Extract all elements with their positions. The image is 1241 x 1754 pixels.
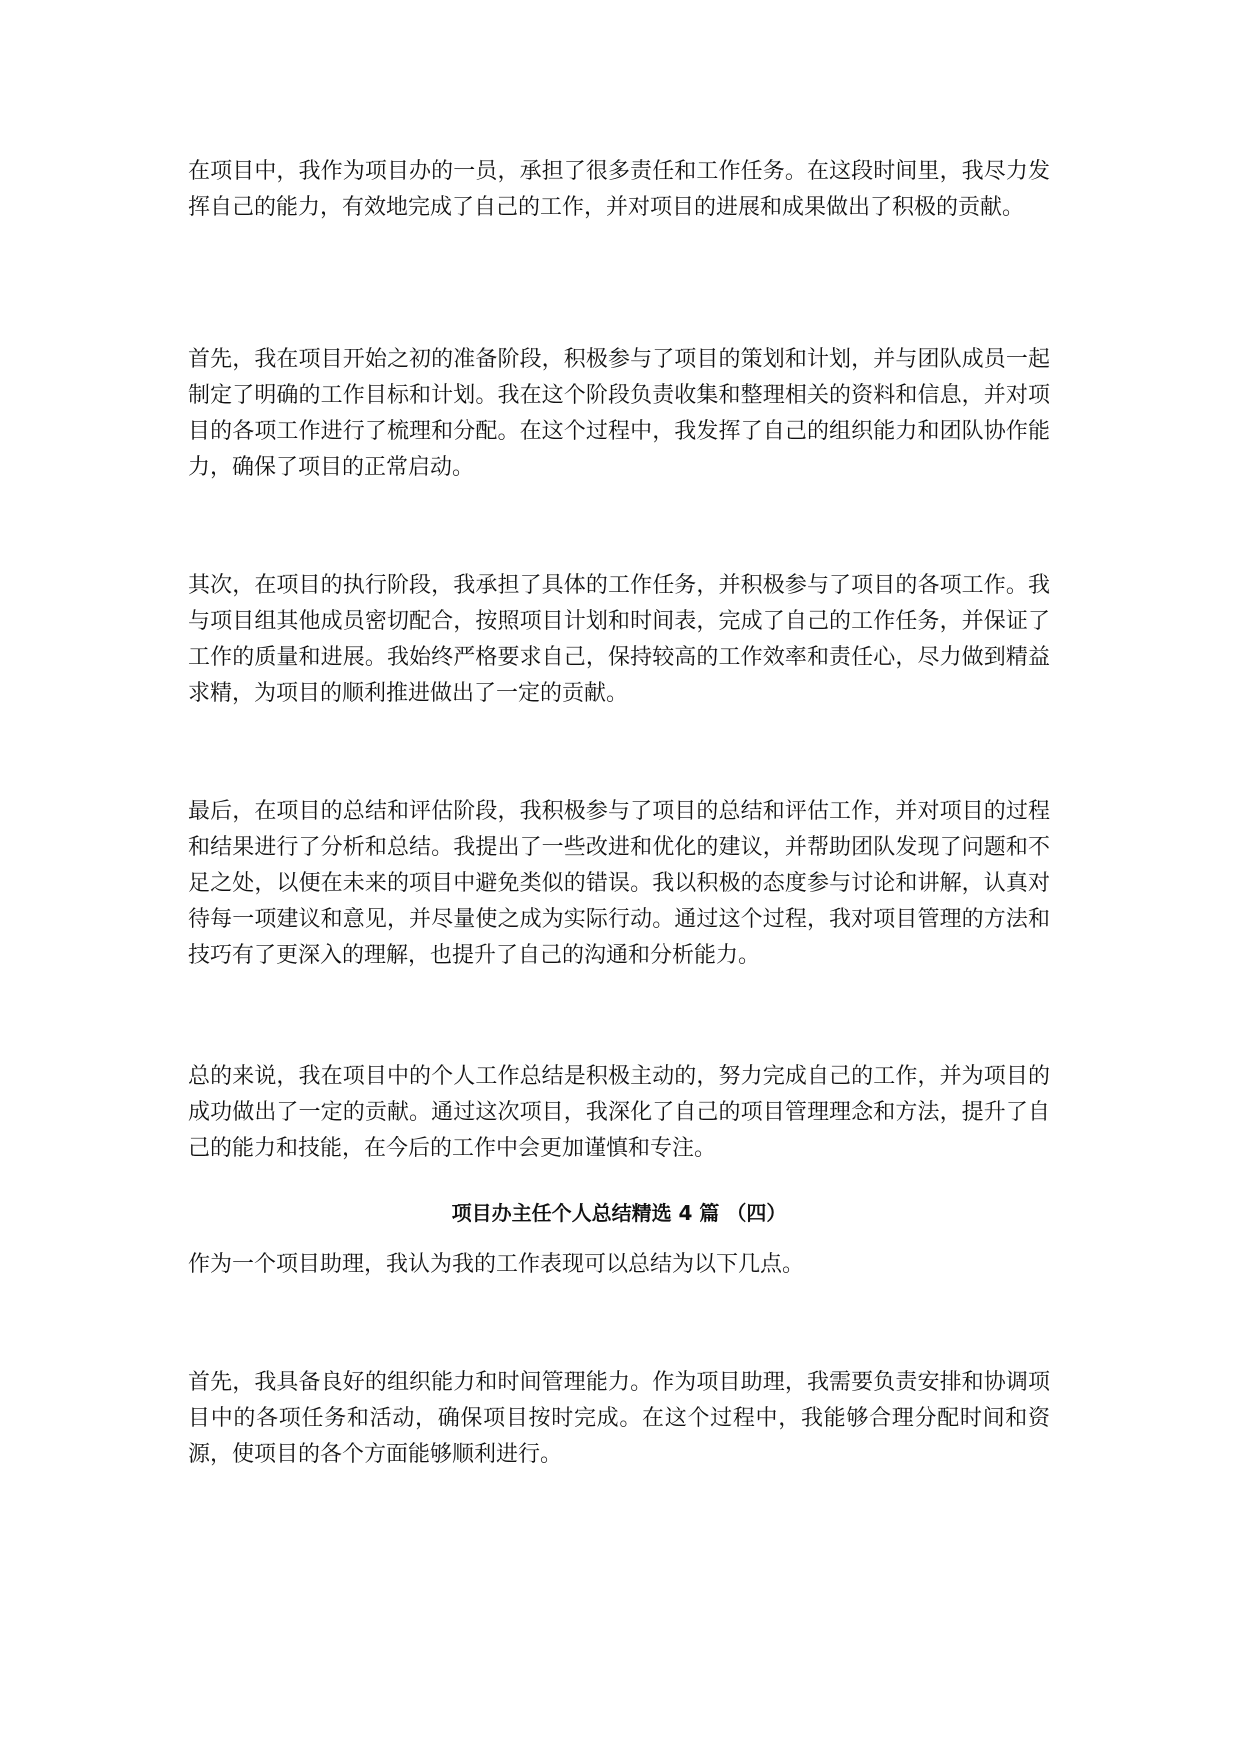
paragraph-preparation-stage: 首先，我在项目开始之初的准备阶段，积极参与了项目的策划和计划，并与团队成员一起制定了明确的工作目标和计划。我在这个阶段负责收集和整理相关的资料和信息，并对项目的各项工作进行了梳理和分配。在这个过程中，我发挥了自己的组织能力和团队协作能力，确保了项目的正常启动。 xyxy=(188,347,1050,480)
paragraph-execution-stage: 其次，在项目的执行阶段，我承担了具体的工作任务，并积极参与了项目的各项工作。我与项目组其他成员密切配合，按照项目计划和时间表，完成了自己的工作任务，并保证了工作的质量和进展。我始终严格要求自己，保持较高的工作效率和责任心，尽力做到精益求精，为项目的顺利推进做出了一定的贡献。 xyxy=(188,573,1050,706)
paragraph-conclusion: 总的来说，我在项目中的个人工作总结是积极主动的，努力完成自己的工作，并为项目的成功做出了一定的贡献。通过这次项目，我深化了自己的项目管理理念和方法，提升了自己的能力和技能，在今后的工作中会更加谨慎和专注。 xyxy=(188,1064,1050,1161)
paragraph-organization-ability: 首先，我具备良好的组织能力和时间管理能力。作为项目助理，我需要负责安排和协调项目中的各项任务和活动，确保项目按时完成。在这个过程中，我能够合理分配时间和资源，使项目的各个方面能够顺利进行。 xyxy=(188,1370,1050,1467)
section-heading: 项目办主任个人总结精选 4 篇 （四） xyxy=(451,1201,787,1225)
paragraph-assistant-intro: 作为一个项目助理，我认为我的工作表现可以总结为以下几点。 xyxy=(188,1252,805,1277)
paragraph-summary-stage: 最后，在项目的总结和评估阶段，我积极参与了项目的总结和评估工作，并对项目的过程和结果进行了分析和总结。我提出了一些改进和优化的建议，并帮助团队发现了问题和不足之处，以便在未来的项目中避免类似的错误。我以积极的态度参与讨论和讲解，认真对待每一项建议和意见，并尽量使之成为实际行动。通过这个过程，我对项目管理的方法和技巧有了更深入的理解，也提升了自己的沟通和分析能力。 xyxy=(188,799,1050,968)
paragraph-intro: 在项目中，我作为项目办的一员，承担了很多责任和工作任务。在这段时间里，我尽力发挥自己的能力，有效地完成了自己的工作，并对项目的进展和成果做出了积极的贡献。 xyxy=(188,159,1050,220)
